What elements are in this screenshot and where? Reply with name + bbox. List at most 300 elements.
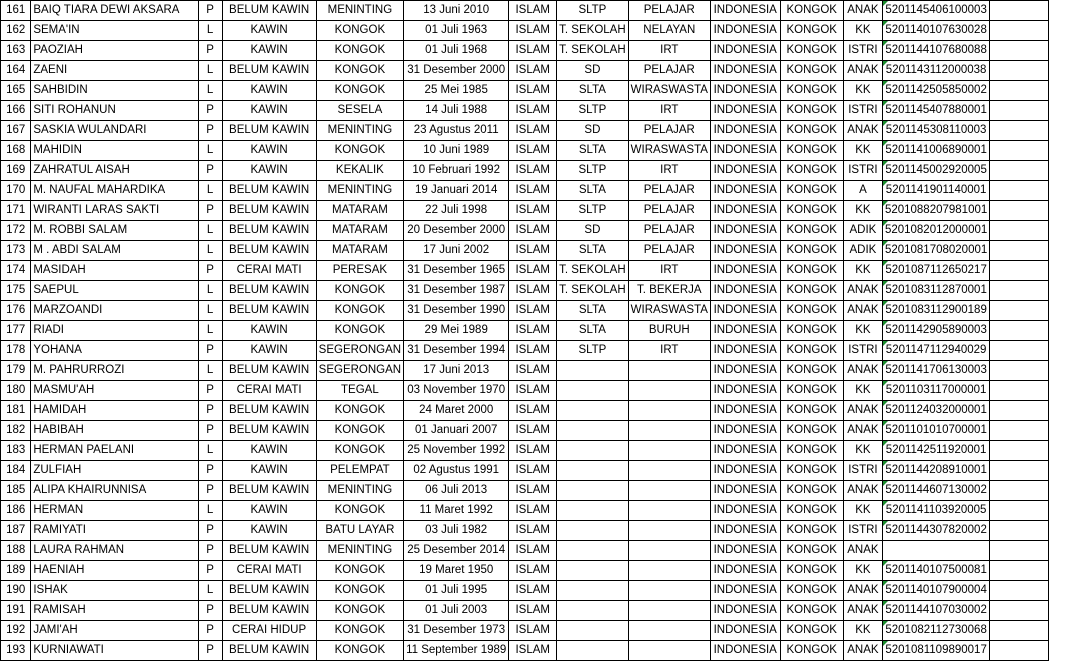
- cell-gender[interactable]: P: [198, 381, 222, 401]
- cell-marital-status[interactable]: BELUM KAWIN: [222, 301, 316, 321]
- cell-birth-date[interactable]: 31 Desember 1987: [404, 281, 509, 301]
- cell-birth-date[interactable]: 06 Juli 2013: [404, 481, 509, 501]
- cell-name[interactable]: BAIQ TIARA DEWI AKSARA: [31, 1, 198, 21]
- cell-family-relation[interactable]: KK: [843, 501, 882, 521]
- cell-occupation[interactable]: [628, 361, 710, 381]
- cell-occupation[interactable]: [628, 621, 710, 641]
- cell-gender[interactable]: L: [198, 581, 222, 601]
- cell-birth-date[interactable]: 31 Desember 2000: [404, 61, 509, 81]
- cell-birthplace[interactable]: KONGOK: [316, 21, 403, 41]
- cell-family-relation[interactable]: ISTRI: [843, 341, 882, 361]
- cell-empty[interactable]: [990, 581, 1049, 601]
- cell-name[interactable]: HABIBAH: [31, 421, 198, 441]
- cell-empty[interactable]: [990, 541, 1049, 561]
- cell-birth-date[interactable]: 13 Juni 2010: [404, 1, 509, 21]
- cell-religion[interactable]: ISLAM: [509, 401, 557, 421]
- cell-row-number[interactable]: 176: [1, 301, 31, 321]
- cell-empty[interactable]: [990, 141, 1049, 161]
- cell-occupation[interactable]: WIRASWASTA: [628, 301, 710, 321]
- cell-nationality[interactable]: INDONESIA: [710, 61, 780, 81]
- cell-empty[interactable]: [990, 201, 1049, 221]
- cell-gender[interactable]: P: [198, 421, 222, 441]
- cell-education[interactable]: SLTP: [557, 1, 628, 21]
- cell-birthplace[interactable]: KEKALIK: [316, 161, 403, 181]
- table-row[interactable]: [1, 561, 1073, 581]
- cell-religion[interactable]: ISLAM: [509, 241, 557, 261]
- cell-empty[interactable]: [990, 421, 1049, 441]
- table-row[interactable]: [1, 121, 1073, 141]
- cell-occupation[interactable]: IRT: [628, 101, 710, 121]
- cell-birthplace[interactable]: KONGOK: [316, 281, 403, 301]
- cell-empty[interactable]: [990, 121, 1049, 141]
- cell-gender[interactable]: L: [198, 361, 222, 381]
- cell-empty[interactable]: [990, 361, 1049, 381]
- cell-birth-date[interactable]: 29 Mei 1989: [404, 321, 509, 341]
- cell-village[interactable]: KONGOK: [780, 361, 843, 381]
- cell-education[interactable]: SLTA: [557, 241, 628, 261]
- cell-birthplace[interactable]: MENINTING: [316, 1, 403, 21]
- cell-family-relation[interactable]: ANAK: [843, 61, 882, 81]
- cell-birth-date[interactable]: 31 Desember 1990: [404, 301, 509, 321]
- cell-village[interactable]: KONGOK: [780, 581, 843, 601]
- cell-name[interactable]: HAENIAH: [31, 561, 198, 581]
- cell-nik[interactable]: 5201081708020001: [882, 241, 989, 261]
- cell-nationality[interactable]: INDONESIA: [710, 361, 780, 381]
- cell-family-relation[interactable]: ANAK: [843, 361, 882, 381]
- cell-religion[interactable]: ISLAM: [509, 1, 557, 21]
- cell-birthplace[interactable]: KONGOK: [316, 141, 403, 161]
- cell-nationality[interactable]: INDONESIA: [710, 401, 780, 421]
- cell-education[interactable]: [557, 501, 628, 521]
- cell-education[interactable]: SLTA: [557, 301, 628, 321]
- cell-nik[interactable]: 5201141103920005: [882, 501, 989, 521]
- cell-name[interactable]: MASIDAH: [31, 261, 198, 281]
- cell-occupation[interactable]: T. BEKERJA: [628, 281, 710, 301]
- cell-row-number[interactable]: 187: [1, 521, 31, 541]
- cell-occupation[interactable]: [628, 581, 710, 601]
- table-row[interactable]: [1, 61, 1073, 81]
- cell-empty[interactable]: [990, 301, 1049, 321]
- cell-name[interactable]: M. NAUFAL MAHARDIKA: [31, 181, 198, 201]
- cell-nik[interactable]: 5201144107680088: [882, 41, 989, 61]
- cell-gender[interactable]: L: [198, 81, 222, 101]
- cell-marital-status[interactable]: KAWIN: [222, 521, 316, 541]
- cell-nik[interactable]: 5201103117000001: [882, 381, 989, 401]
- cell-occupation[interactable]: [628, 481, 710, 501]
- cell-village[interactable]: KONGOK: [780, 401, 843, 421]
- cell-family-relation[interactable]: ANAK: [843, 281, 882, 301]
- cell-name[interactable]: RAMIYATI: [31, 521, 198, 541]
- cell-gender[interactable]: P: [198, 481, 222, 501]
- cell-nik[interactable]: 5201145308110003: [882, 121, 989, 141]
- cell-empty[interactable]: [990, 381, 1049, 401]
- cell-birth-date[interactable]: 10 Februari 1992: [404, 161, 509, 181]
- cell-education[interactable]: SD: [557, 61, 628, 81]
- cell-name[interactable]: ALIPA KHAIRUNNISA: [31, 481, 198, 501]
- cell-nationality[interactable]: INDONESIA: [710, 581, 780, 601]
- cell-empty[interactable]: [990, 641, 1049, 661]
- cell-name[interactable]: KURNIAWATI: [31, 641, 198, 661]
- cell-nationality[interactable]: INDONESIA: [710, 141, 780, 161]
- table-row[interactable]: [1, 241, 1073, 261]
- cell-gender[interactable]: L: [198, 281, 222, 301]
- cell-occupation[interactable]: [628, 441, 710, 461]
- cell-gender[interactable]: P: [198, 1, 222, 21]
- cell-village[interactable]: KONGOK: [780, 41, 843, 61]
- cell-religion[interactable]: ISLAM: [509, 121, 557, 141]
- cell-row-number[interactable]: 191: [1, 601, 31, 621]
- cell-birthplace[interactable]: KONGOK: [316, 41, 403, 61]
- cell-name[interactable]: M . ABDI SALAM: [31, 241, 198, 261]
- cell-family-relation[interactable]: ANAK: [843, 601, 882, 621]
- table-row[interactable]: [1, 81, 1073, 101]
- cell-birth-date[interactable]: 01 Juli 2003: [404, 601, 509, 621]
- cell-village[interactable]: KONGOK: [780, 201, 843, 221]
- cell-religion[interactable]: ISLAM: [509, 641, 557, 661]
- cell-marital-status[interactable]: KAWIN: [222, 341, 316, 361]
- cell-birthplace[interactable]: KONGOK: [316, 501, 403, 521]
- cell-empty[interactable]: [990, 181, 1049, 201]
- cell-village[interactable]: KONGOK: [780, 301, 843, 321]
- cell-marital-status[interactable]: BELUM KAWIN: [222, 121, 316, 141]
- cell-birth-date[interactable]: 17 Juni 2002: [404, 241, 509, 261]
- cell-nationality[interactable]: INDONESIA: [710, 301, 780, 321]
- cell-birthplace[interactable]: PERESAK: [316, 261, 403, 281]
- cell-nationality[interactable]: INDONESIA: [710, 221, 780, 241]
- cell-gender[interactable]: P: [198, 541, 222, 561]
- cell-education[interactable]: T. SEKOLAH: [557, 281, 628, 301]
- cell-birth-date[interactable]: 17 Juni 2013: [404, 361, 509, 381]
- cell-gender[interactable]: P: [198, 161, 222, 181]
- cell-nationality[interactable]: INDONESIA: [710, 541, 780, 561]
- cell-nationality[interactable]: INDONESIA: [710, 181, 780, 201]
- cell-row-number[interactable]: 178: [1, 341, 31, 361]
- cell-occupation[interactable]: [628, 541, 710, 561]
- cell-birthplace[interactable]: KONGOK: [316, 561, 403, 581]
- cell-empty[interactable]: [990, 601, 1049, 621]
- cell-nik[interactable]: 5201144107030002: [882, 601, 989, 621]
- cell-gender[interactable]: P: [198, 521, 222, 541]
- cell-nationality[interactable]: INDONESIA: [710, 341, 780, 361]
- cell-occupation[interactable]: [628, 561, 710, 581]
- cell-row-number[interactable]: 174: [1, 261, 31, 281]
- cell-birth-date[interactable]: 25 Desember 2014: [404, 541, 509, 561]
- cell-empty[interactable]: [990, 61, 1049, 81]
- cell-birthplace[interactable]: KONGOK: [316, 641, 403, 661]
- cell-village[interactable]: KONGOK: [780, 261, 843, 281]
- cell-family-relation[interactable]: KK: [843, 201, 882, 221]
- table-row[interactable]: [1, 301, 1073, 321]
- cell-nik[interactable]: 5201140107500081: [882, 561, 989, 581]
- table-row[interactable]: [1, 401, 1073, 421]
- cell-name[interactable]: LAURA RAHMAN: [31, 541, 198, 561]
- cell-village[interactable]: KONGOK: [780, 181, 843, 201]
- cell-family-relation[interactable]: ANAK: [843, 401, 882, 421]
- cell-occupation[interactable]: PELAJAR: [628, 121, 710, 141]
- cell-name[interactable]: RAMISAH: [31, 601, 198, 621]
- cell-religion[interactable]: ISLAM: [509, 301, 557, 321]
- cell-religion[interactable]: ISLAM: [509, 161, 557, 181]
- cell-marital-status[interactable]: KAWIN: [222, 161, 316, 181]
- cell-birthplace[interactable]: KONGOK: [316, 421, 403, 441]
- cell-gender[interactable]: P: [198, 341, 222, 361]
- cell-village[interactable]: KONGOK: [780, 1, 843, 21]
- cell-row-number[interactable]: 168: [1, 141, 31, 161]
- cell-gender[interactable]: P: [198, 561, 222, 581]
- cell-village[interactable]: KONGOK: [780, 161, 843, 181]
- cell-marital-status[interactable]: BELUM KAWIN: [222, 401, 316, 421]
- cell-marital-status[interactable]: BELUM KAWIN: [222, 181, 316, 201]
- cell-education[interactable]: [557, 421, 628, 441]
- cell-nationality[interactable]: INDONESIA: [710, 241, 780, 261]
- cell-birthplace[interactable]: KONGOK: [316, 61, 403, 81]
- cell-nik[interactable]: 5201082012000001: [882, 221, 989, 241]
- cell-gender[interactable]: L: [198, 321, 222, 341]
- cell-occupation[interactable]: IRT: [628, 341, 710, 361]
- cell-nik[interactable]: 5201083112870001: [882, 281, 989, 301]
- cell-family-relation[interactable]: ANAK: [843, 581, 882, 601]
- cell-nik[interactable]: 5201141901140001: [882, 181, 989, 201]
- cell-marital-status[interactable]: BELUM KAWIN: [222, 481, 316, 501]
- cell-religion[interactable]: ISLAM: [509, 281, 557, 301]
- cell-marital-status[interactable]: KAWIN: [222, 41, 316, 61]
- cell-education[interactable]: [557, 361, 628, 381]
- cell-birthplace[interactable]: SEGERONGAN: [316, 361, 403, 381]
- cell-gender[interactable]: L: [198, 61, 222, 81]
- cell-education[interactable]: [557, 621, 628, 641]
- cell-family-relation[interactable]: ISTRI: [843, 41, 882, 61]
- cell-nationality[interactable]: INDONESIA: [710, 81, 780, 101]
- table-row[interactable]: [1, 41, 1073, 61]
- table-row[interactable]: [1, 501, 1073, 521]
- cell-birthplace[interactable]: KONGOK: [316, 81, 403, 101]
- cell-nationality[interactable]: INDONESIA: [710, 601, 780, 621]
- cell-village[interactable]: KONGOK: [780, 321, 843, 341]
- cell-nik[interactable]: 5201143112000038: [882, 61, 989, 81]
- cell-occupation[interactable]: WIRASWASTA: [628, 81, 710, 101]
- table-row[interactable]: [1, 621, 1073, 641]
- cell-nik[interactable]: 5201144307820002: [882, 521, 989, 541]
- cell-occupation[interactable]: [628, 401, 710, 421]
- cell-gender[interactable]: L: [198, 221, 222, 241]
- cell-religion[interactable]: ISLAM: [509, 621, 557, 641]
- cell-family-relation[interactable]: A: [843, 181, 882, 201]
- cell-birth-date[interactable]: 01 Juli 1968: [404, 41, 509, 61]
- cell-nik[interactable]: 5201142511920001: [882, 441, 989, 461]
- cell-village[interactable]: KONGOK: [780, 381, 843, 401]
- cell-birthplace[interactable]: MENINTING: [316, 481, 403, 501]
- cell-birth-date[interactable]: 31 Desember 1965: [404, 261, 509, 281]
- cell-marital-status[interactable]: BELUM KAWIN: [222, 61, 316, 81]
- cell-nationality[interactable]: INDONESIA: [710, 21, 780, 41]
- cell-education[interactable]: T. SEKOLAH: [557, 41, 628, 61]
- cell-empty[interactable]: [990, 441, 1049, 461]
- cell-birth-date[interactable]: 03 November 1970: [404, 381, 509, 401]
- cell-nik[interactable]: 5201144208910001: [882, 461, 989, 481]
- cell-birthplace[interactable]: KONGOK: [316, 601, 403, 621]
- cell-gender[interactable]: P: [198, 41, 222, 61]
- cell-occupation[interactable]: PELAJAR: [628, 221, 710, 241]
- cell-occupation[interactable]: PELAJAR: [628, 61, 710, 81]
- cell-religion[interactable]: ISLAM: [509, 41, 557, 61]
- cell-village[interactable]: KONGOK: [780, 81, 843, 101]
- cell-name[interactable]: ZAENI: [31, 61, 198, 81]
- cell-nationality[interactable]: INDONESIA: [710, 121, 780, 141]
- cell-nik[interactable]: 5201144607130002: [882, 481, 989, 501]
- cell-empty[interactable]: [990, 321, 1049, 341]
- cell-empty[interactable]: [990, 621, 1049, 641]
- cell-name[interactable]: WIRANTI LARAS SAKTI: [31, 201, 198, 221]
- cell-birthplace[interactable]: MENINTING: [316, 181, 403, 201]
- table-row[interactable]: [1, 21, 1073, 41]
- cell-name[interactable]: ZAHRATUL AISAH: [31, 161, 198, 181]
- cell-birth-date[interactable]: 25 Mei 1985: [404, 81, 509, 101]
- cell-birth-date[interactable]: 01 Januari 2007: [404, 421, 509, 441]
- table-row[interactable]: [1, 481, 1073, 501]
- cell-village[interactable]: KONGOK: [780, 421, 843, 441]
- cell-nationality[interactable]: INDONESIA: [710, 641, 780, 661]
- cell-birthplace[interactable]: MENINTING: [316, 121, 403, 141]
- cell-religion[interactable]: ISLAM: [509, 201, 557, 221]
- cell-empty[interactable]: [990, 281, 1049, 301]
- cell-nationality[interactable]: INDONESIA: [710, 421, 780, 441]
- cell-marital-status[interactable]: KAWIN: [222, 141, 316, 161]
- cell-birth-date[interactable]: 01 Juli 1995: [404, 581, 509, 601]
- cell-religion[interactable]: ISLAM: [509, 521, 557, 541]
- cell-occupation[interactable]: PELAJAR: [628, 201, 710, 221]
- cell-birth-date[interactable]: 24 Maret 2000: [404, 401, 509, 421]
- cell-family-relation[interactable]: ISTRI: [843, 461, 882, 481]
- cell-birthplace[interactable]: BATU LAYAR: [316, 521, 403, 541]
- cell-occupation[interactable]: [628, 421, 710, 441]
- cell-birthplace[interactable]: TEGAL: [316, 381, 403, 401]
- cell-nationality[interactable]: INDONESIA: [710, 381, 780, 401]
- cell-row-number[interactable]: 181: [1, 401, 31, 421]
- cell-empty[interactable]: [990, 221, 1049, 241]
- cell-gender[interactable]: P: [198, 201, 222, 221]
- cell-row-number[interactable]: 179: [1, 361, 31, 381]
- table-row[interactable]: [1, 581, 1073, 601]
- cell-row-number[interactable]: 192: [1, 621, 31, 641]
- cell-religion[interactable]: ISLAM: [509, 461, 557, 481]
- cell-nationality[interactable]: INDONESIA: [710, 1, 780, 21]
- cell-religion[interactable]: ISLAM: [509, 261, 557, 281]
- cell-family-relation[interactable]: ANAK: [843, 481, 882, 501]
- cell-education[interactable]: SLTP: [557, 201, 628, 221]
- cell-education[interactable]: [557, 461, 628, 481]
- table-row[interactable]: [1, 641, 1073, 661]
- table-row[interactable]: [1, 321, 1073, 341]
- cell-birthplace[interactable]: KONGOK: [316, 441, 403, 461]
- cell-family-relation[interactable]: KK: [843, 261, 882, 281]
- cell-village[interactable]: KONGOK: [780, 61, 843, 81]
- cell-religion[interactable]: ISLAM: [509, 381, 557, 401]
- cell-occupation[interactable]: [628, 501, 710, 521]
- cell-row-number[interactable]: 185: [1, 481, 31, 501]
- cell-name[interactable]: M. PAHRURROZI: [31, 361, 198, 381]
- cell-family-relation[interactable]: KK: [843, 81, 882, 101]
- cell-empty[interactable]: [990, 1, 1049, 21]
- cell-nik[interactable]: 5201087112650217: [882, 261, 989, 281]
- cell-education[interactable]: [557, 641, 628, 661]
- table-row[interactable]: [1, 261, 1073, 281]
- cell-nik[interactable]: 5201088207981001: [882, 201, 989, 221]
- cell-marital-status[interactable]: KAWIN: [222, 81, 316, 101]
- cell-nationality[interactable]: INDONESIA: [710, 281, 780, 301]
- cell-education[interactable]: [557, 481, 628, 501]
- cell-marital-status[interactable]: KAWIN: [222, 461, 316, 481]
- cell-row-number[interactable]: 172: [1, 221, 31, 241]
- cell-empty[interactable]: [990, 41, 1049, 61]
- cell-marital-status[interactable]: BELUM KAWIN: [222, 581, 316, 601]
- cell-birth-date[interactable]: 31 Desember 1973: [404, 621, 509, 641]
- cell-nik[interactable]: 5201141706130003: [882, 361, 989, 381]
- cell-education[interactable]: SD: [557, 221, 628, 241]
- cell-birthplace[interactable]: MENINTING: [316, 541, 403, 561]
- cell-birth-date[interactable]: 19 Maret 1950: [404, 561, 509, 581]
- cell-row-number[interactable]: 193: [1, 641, 31, 661]
- cell-marital-status[interactable]: KAWIN: [222, 21, 316, 41]
- cell-gender[interactable]: L: [198, 21, 222, 41]
- cell-gender[interactable]: L: [198, 501, 222, 521]
- cell-marital-status[interactable]: KAWIN: [222, 501, 316, 521]
- cell-occupation[interactable]: [628, 461, 710, 481]
- cell-birth-date[interactable]: 20 Desember 2000: [404, 221, 509, 241]
- cell-gender[interactable]: P: [198, 621, 222, 641]
- cell-empty[interactable]: [990, 521, 1049, 541]
- cell-village[interactable]: KONGOK: [780, 221, 843, 241]
- cell-row-number[interactable]: 169: [1, 161, 31, 181]
- cell-family-relation[interactable]: KK: [843, 21, 882, 41]
- table-row[interactable]: [1, 601, 1073, 621]
- cell-occupation[interactable]: [628, 601, 710, 621]
- cell-education[interactable]: [557, 561, 628, 581]
- cell-empty[interactable]: [990, 21, 1049, 41]
- cell-occupation[interactable]: IRT: [628, 41, 710, 61]
- cell-birth-date[interactable]: 22 Juli 1998: [404, 201, 509, 221]
- cell-row-number[interactable]: 162: [1, 21, 31, 41]
- cell-birth-date[interactable]: 23 Agustus 2011: [404, 121, 509, 141]
- cell-nationality[interactable]: INDONESIA: [710, 461, 780, 481]
- cell-religion[interactable]: ISLAM: [509, 501, 557, 521]
- cell-birth-date[interactable]: 14 Juli 1988: [404, 101, 509, 121]
- cell-gender[interactable]: P: [198, 101, 222, 121]
- cell-religion[interactable]: ISLAM: [509, 341, 557, 361]
- cell-name[interactable]: RIADI: [31, 321, 198, 341]
- cell-religion[interactable]: ISLAM: [509, 101, 557, 121]
- table-row[interactable]: [1, 101, 1073, 121]
- cell-gender[interactable]: L: [198, 301, 222, 321]
- cell-row-number[interactable]: 183: [1, 441, 31, 461]
- cell-religion[interactable]: ISLAM: [509, 81, 557, 101]
- cell-education[interactable]: [557, 441, 628, 461]
- cell-name[interactable]: JAMI'AH: [31, 621, 198, 641]
- table-row[interactable]: [1, 361, 1073, 381]
- cell-empty[interactable]: [990, 341, 1049, 361]
- cell-gender[interactable]: L: [198, 441, 222, 461]
- cell-nationality[interactable]: INDONESIA: [710, 441, 780, 461]
- cell-education[interactable]: SLTP: [557, 161, 628, 181]
- cell-row-number[interactable]: 167: [1, 121, 31, 141]
- cell-gender[interactable]: P: [198, 641, 222, 661]
- cell-name[interactable]: HERMAN PAELANI: [31, 441, 198, 461]
- cell-empty[interactable]: [990, 81, 1049, 101]
- table-row[interactable]: [1, 141, 1073, 161]
- cell-family-relation[interactable]: ISTRI: [843, 101, 882, 121]
- cell-birth-date[interactable]: 31 Desember 1994: [404, 341, 509, 361]
- cell-occupation[interactable]: PELAJAR: [628, 1, 710, 21]
- cell-row-number[interactable]: 170: [1, 181, 31, 201]
